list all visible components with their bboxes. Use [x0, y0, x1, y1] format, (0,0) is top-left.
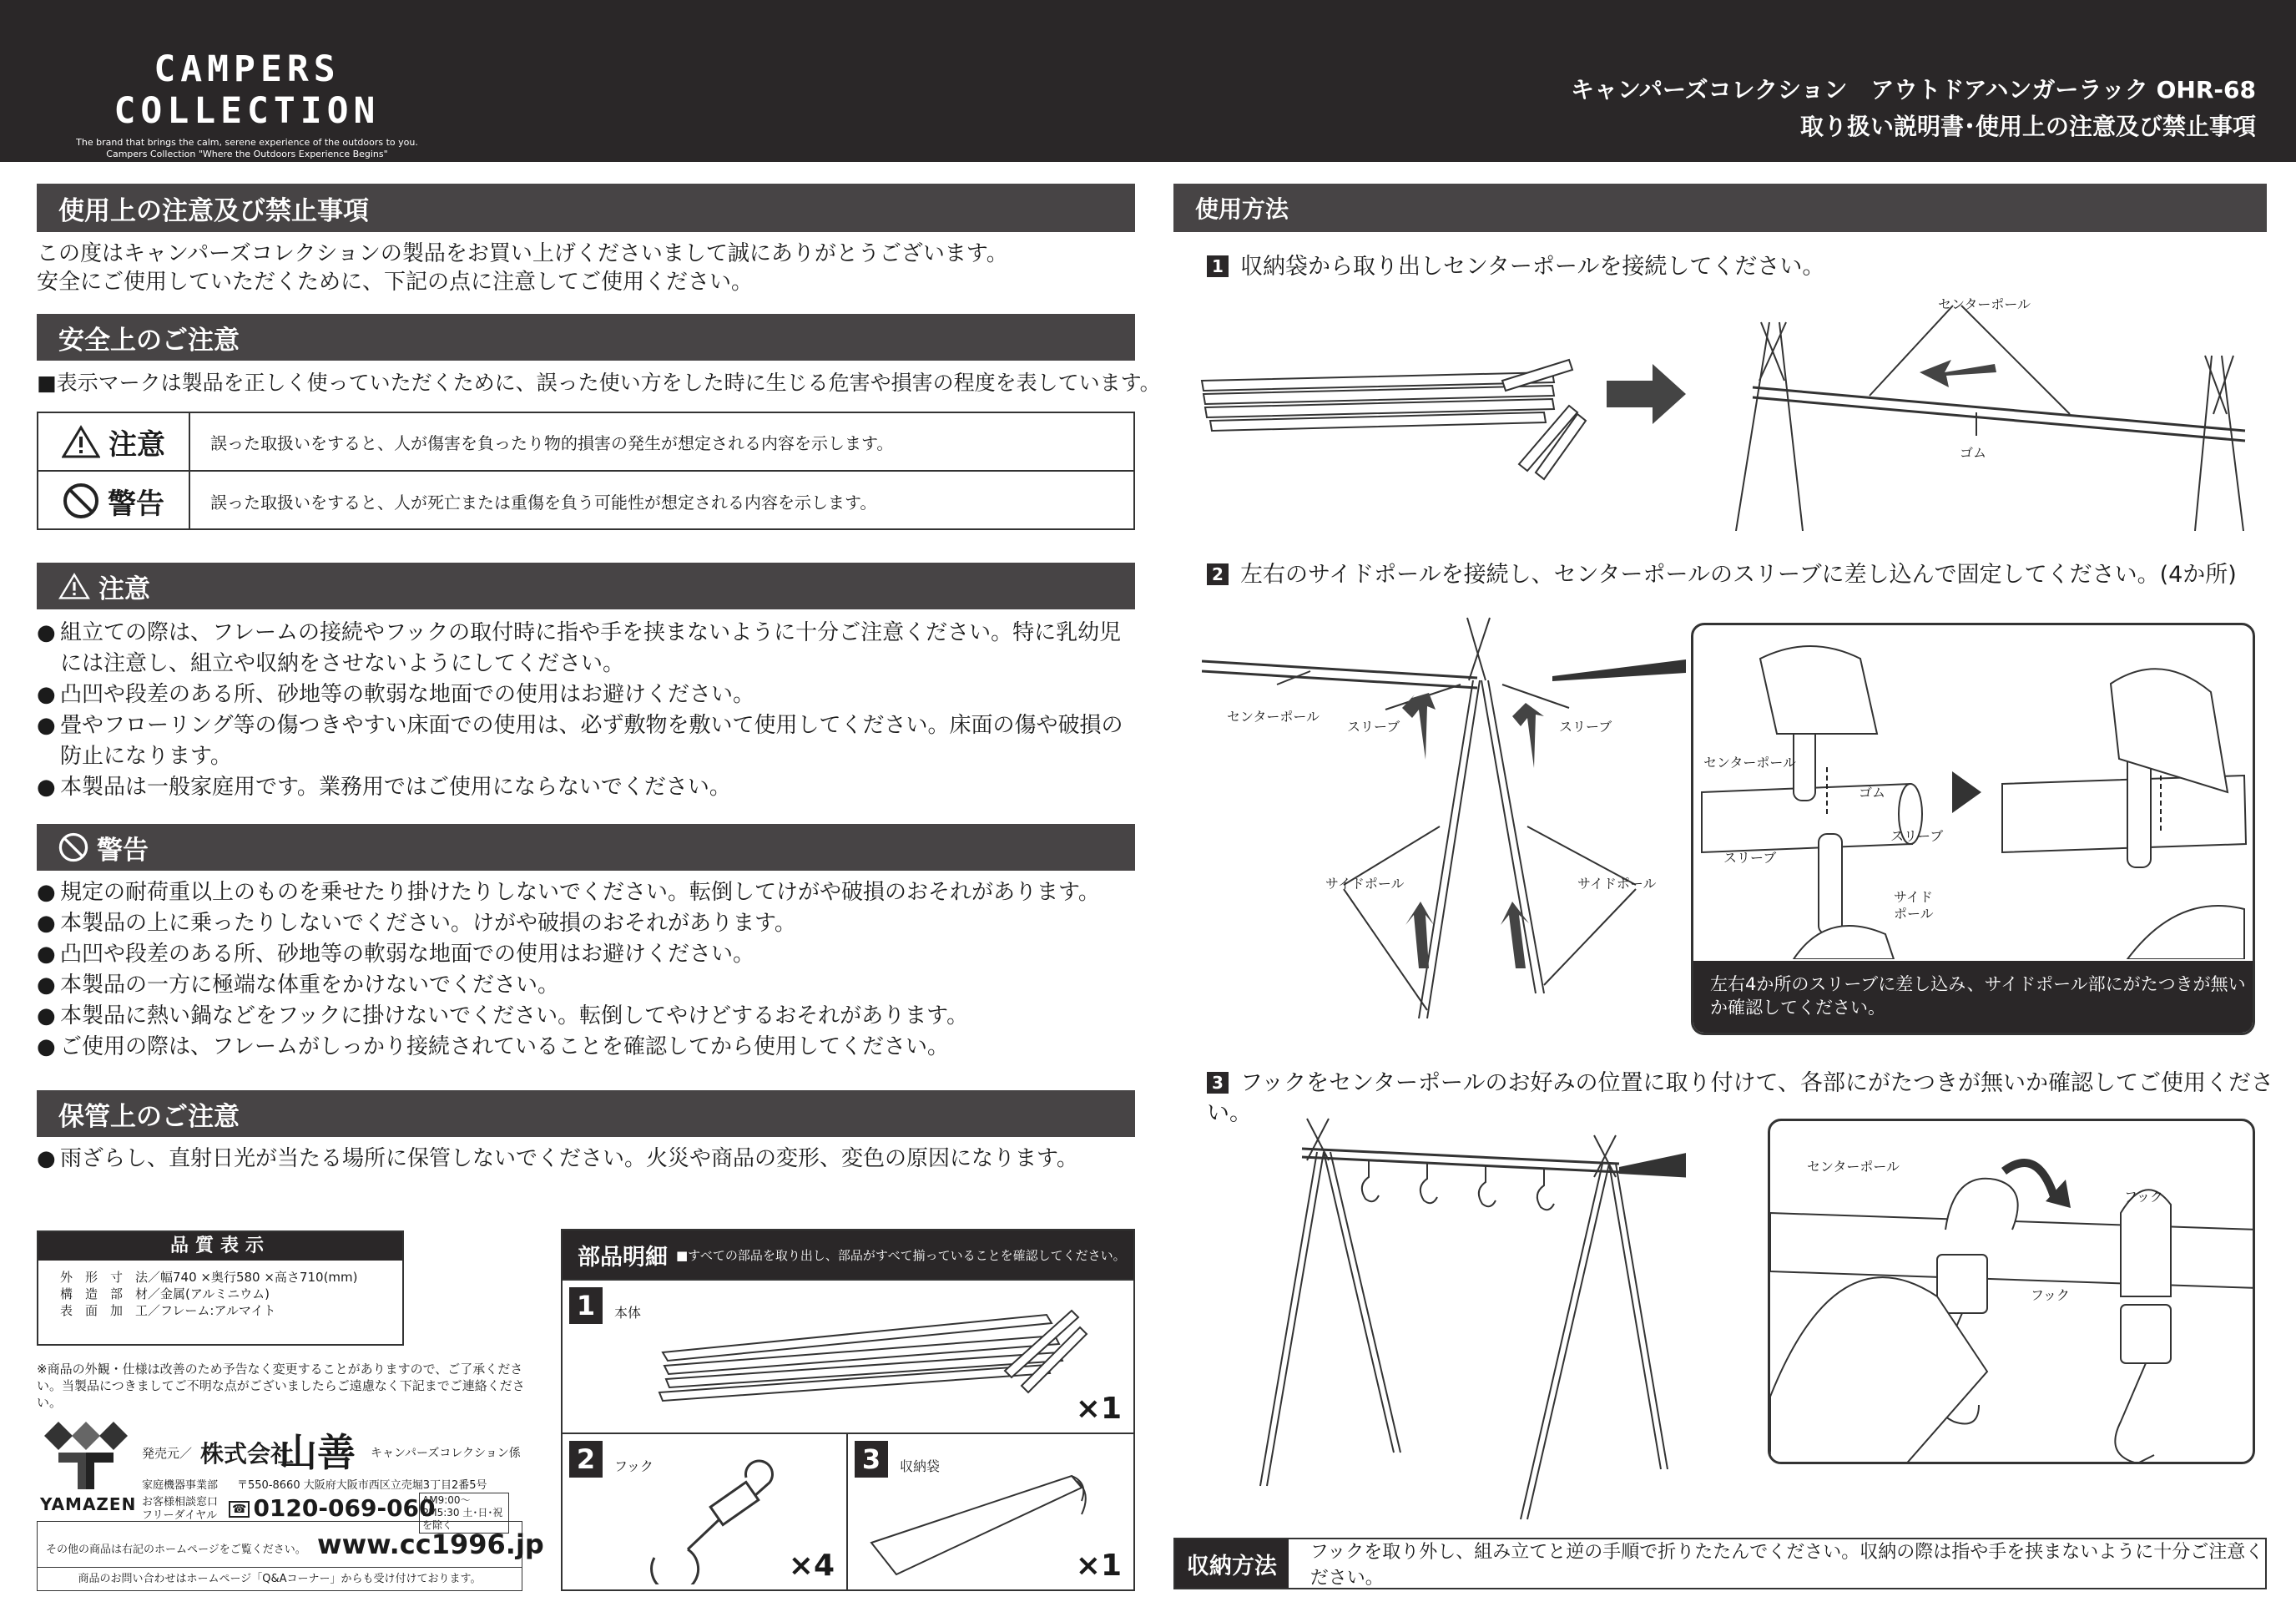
- storage-method-bar: [1173, 1538, 2267, 1589]
- label-center-pole: センターポール: [1938, 296, 2031, 312]
- quality-label-box: [37, 1230, 404, 1346]
- warning-item: ● 規定の耐荷重以上のものを乗せたり掛けたりしないでください。転倒してけがや破損のおそれがあります。: [37, 877, 1138, 908]
- label-center-pole: センターポール: [1703, 755, 1797, 771]
- caution-title: 注意: [98, 574, 150, 604]
- sleeve-detail-illustration: [1693, 625, 2255, 959]
- step-2-caption: 左右4か所のスリーブに差し込み、サイドポール部にがたつきが無いか確認してください。: [1693, 961, 2253, 1033]
- brand-tagline-1: The brand that brings the calm, serene experience of the outdoors to you.: [76, 137, 418, 148]
- label-side-pole: サイドポール: [1325, 876, 1405, 892]
- label-side-pole: サイドポール: [1577, 876, 1657, 892]
- step-3-detail-box: [1768, 1119, 2255, 1464]
- website-box: [37, 1521, 544, 1591]
- caution-item: ● 組立ての際は、フレームの接続やフックの取付時に指や手を挟まないように十分ご注意ください。特に乳幼児には注意し、組立や収納をさせないようにしてください。: [37, 618, 1138, 680]
- website-url[interactable]: www.cc1996.jp: [317, 1529, 544, 1560]
- arrow-up-icon: [1402, 693, 1436, 760]
- hook-icon: [629, 1459, 796, 1584]
- caution-item: ● 畳やフローリング等の傷つきやすい床面での使用は、必ず敷物を敷いて使用してください。床面の傷や破損の防止になります。: [37, 710, 1138, 772]
- company-prefix: 株式会社: [200, 1440, 295, 1468]
- support-phone: [229, 1494, 436, 1522]
- warning-item: ● ご使用の際は、フレームがしっかり接続されていることを確認してから使用してください。: [37, 1032, 1138, 1063]
- quality-line: 構 造 部 材／金属(アルミニウム): [60, 1286, 270, 1301]
- part-quantity: ×1: [1075, 1549, 1122, 1583]
- website-qa-note: 商品のお問い合わせはホームページ「Q&Aコーナー」からも受け付けております。: [38, 1567, 522, 1591]
- frame-poles-icon: [654, 1294, 1088, 1419]
- label-sleeve: スリーブ: [1347, 719, 1400, 735]
- brand-name: CAMPERS COLLECTION: [114, 48, 381, 132]
- label-rubber: ゴム: [1960, 445, 1987, 461]
- company-name: 山善: [279, 1430, 356, 1475]
- header-bar: [0, 0, 2296, 184]
- label-hook: フック: [2031, 1287, 2070, 1303]
- storage-item: ● 雨ざらし、直射日光が当たる場所に保管しないでください。火災や商品の変形、変色の原因になります。: [37, 1144, 1138, 1175]
- company-address: 〒550-8660 大阪府大阪市西区立売堀3丁目2番5号: [237, 1479, 487, 1492]
- arrow-up-icon: [1512, 703, 1544, 768]
- part-name: 収納袋: [900, 1458, 941, 1474]
- storage-method-title: 収納方法: [1175, 1539, 1289, 1588]
- legend-caution-desc: 誤った取扱いをすると、人が傷害を負ったり物的損害の発生が想定される内容を示します。: [210, 432, 894, 453]
- step-1-illustration: [1185, 289, 2270, 531]
- warning-item: ● 凸凹や段差のある所、砂地等の軟弱な地面での使用はお避けください。: [37, 939, 1138, 970]
- arrow-right-icon: [1952, 771, 1981, 813]
- part-name: フック: [614, 1458, 653, 1474]
- step-text: 左右のサイドポールを接続し、センターポールのスリーブに差し込んで固定してください。(4か所): [1240, 562, 2237, 588]
- caution-item: ● 凸凹や段差のある所、砂地等の軟弱な地面での使用はお避けください。: [37, 680, 1138, 710]
- legend-caution-label: 注意: [108, 427, 165, 462]
- caution-triangle-icon: [58, 573, 90, 599]
- storage-section-header: 保管上のご注意: [37, 1090, 1135, 1137]
- brand-logo: [55, 48, 439, 184]
- arrow-up-icon: [1405, 902, 1434, 968]
- part-number: 3: [855, 1441, 888, 1478]
- warning-list: [37, 877, 1138, 1063]
- part-quantity: ×4: [788, 1549, 835, 1583]
- product-name: キャンパーズコレクション アウトドアハンガーラック OHR-68: [1570, 76, 2256, 104]
- phone-number: 0120-069-060: [253, 1494, 436, 1522]
- website-note: その他の商品は右記のホームページをご覧ください。: [46, 1544, 306, 1556]
- storage-list: [37, 1144, 1138, 1175]
- step-2-detail-box: [1691, 623, 2255, 1035]
- intro-line-2: 安全にご使用していただくために、下記の点に注意してご使用ください。: [37, 270, 754, 295]
- brand-tagline-2: Campers Collection "Where the Outdoors Experience Begins": [106, 149, 388, 159]
- prohibition-icon: [58, 832, 88, 862]
- part-frame: [563, 1279, 1133, 1433]
- support-hours: AM9:00〜PM5:30 土･日･祝を除く: [419, 1493, 509, 1534]
- storage-bag-icon: [863, 1468, 1097, 1584]
- section-title-safety: 安全上のご注意: [37, 314, 1135, 361]
- document-title: 取り扱い説明書･使用上の注意及び禁止事項: [1799, 113, 2256, 140]
- company-label: 発売元／: [142, 1446, 193, 1461]
- prohibition-icon: [63, 483, 99, 519]
- legend-warning-label: 警告: [108, 487, 164, 521]
- warning-title: 警告: [97, 835, 149, 866]
- quality-line: 外 形 寸 法／幅740 ×奥行580 ×高さ710(mm): [60, 1270, 358, 1285]
- caution-item: ● 本製品は一般家庭用です。業務用ではご使用にならないでください。: [37, 772, 1138, 803]
- legend-row-warning: [38, 472, 1133, 530]
- label-sleeve: スリーブ: [1559, 719, 1612, 735]
- part-bag: [848, 1433, 1133, 1589]
- caution-section-header: [37, 563, 1135, 609]
- quality-line: 表 面 加 工／フレーム:アルマイト: [60, 1303, 276, 1318]
- label-hook: フック: [2124, 1189, 2163, 1205]
- warning-item: ● 本製品の上に乗ったりしないでください。けがや破損のおそれがあります。: [37, 908, 1138, 939]
- step-text: フックをセンターポールのお好みの位置に取り付けて、各部にがたつきが無いか確認してご使用ください。: [1207, 1070, 2273, 1126]
- step-2-instruction: [1207, 560, 2237, 590]
- phone-icon: ☎: [229, 1501, 250, 1518]
- part-name: 本体: [614, 1305, 642, 1321]
- part-number: 2: [569, 1441, 603, 1478]
- label-center-pole: センターポール: [1227, 709, 1320, 725]
- parts-note: ■すべての部品を取り出し、部品がすべて揃っていることを確認してください。: [676, 1247, 1126, 1263]
- parts-list-box: [561, 1229, 1135, 1591]
- step-number: 3: [1207, 1072, 1229, 1094]
- marks-description: ■表示マークは製品を正しく使っていただくために、誤った使い方をした時に生じる危害や損害の程度を表しています。: [37, 371, 1161, 395]
- step-number: 2: [1207, 563, 1229, 585]
- yamazen-logo-icon: [40, 1419, 132, 1491]
- warning-item: ● 本製品の一方に極端な体重をかけないでください。: [37, 970, 1138, 1001]
- section-title-precautions: 使用上の注意及び禁止事項: [37, 184, 1135, 232]
- step-text: 収納袋から取り出しセンターポールを接続してください。: [1240, 254, 1825, 280]
- part-quantity: ×1: [1075, 1392, 1122, 1426]
- brand-since: SINCE 1996: [201, 169, 293, 184]
- caution-list: [37, 618, 1138, 803]
- part-hook: [563, 1433, 848, 1589]
- step-2-illustration: [1202, 601, 1736, 1035]
- company-info: [37, 1419, 521, 1531]
- step-3-illustration: [1252, 1102, 1686, 1528]
- support-window-label: お客様相談窓口 フリーダイヤル: [142, 1496, 219, 1522]
- part-number: 1: [569, 1287, 603, 1324]
- quality-title: 品質表示: [38, 1232, 402, 1261]
- warning-legend-table: [37, 412, 1135, 530]
- legend-warning-desc: 誤った取扱いをすると、人が死亡または重傷を負う可能性が想定される内容を示します。: [210, 492, 877, 513]
- usage-section-header: 使用方法: [1173, 184, 2267, 232]
- header-title: [1571, 72, 2256, 145]
- label-center-pole: センターポール: [1807, 1159, 1900, 1175]
- arrow-right-icon: [1607, 364, 1686, 424]
- legend-row-caution: [38, 413, 1133, 472]
- parts-title: 部品明細: [578, 1244, 668, 1271]
- storage-method-text: フックを取り外し、組み立てと逆の手順で折りたたんでください。収納の際は指や手を挟まないように十分ご注意ください。: [1309, 1542, 2264, 1589]
- warning-item: ● 本製品に熱い鍋などをフックに掛けないでください。転倒してやけどするおそれがあります。: [37, 1001, 1138, 1032]
- intro-line-1: この度はキャンパーズコレクションの製品をお買い上げくださいまして誠にありがとうございます。: [37, 241, 1008, 266]
- label-sleeve: スリーブ: [1890, 828, 1944, 844]
- spec-change-notice: ※商品の外観・仕様は改善のため予告なく変更することがありますので、ご了承ください。当製品につきましてご不明な点がございましたらご遠慮なく下記までご連絡ください。: [37, 1362, 525, 1410]
- warning-section-header: [37, 824, 1135, 871]
- caution-triangle-icon: [62, 425, 100, 458]
- step-number: 1: [1207, 255, 1229, 277]
- yamazen-wordmark: YAMAZEN: [40, 1494, 137, 1514]
- arrow-left-icon: [1920, 360, 1996, 387]
- label-side-pole: サイド ポール: [1894, 889, 1934, 922]
- step-1-instruction: [1207, 252, 1824, 282]
- company-division: 家庭機器事業部: [142, 1479, 219, 1492]
- company-department: キャンパーズコレクション係: [371, 1447, 521, 1460]
- label-rubber: ゴム: [1859, 785, 1886, 801]
- label-sleeve: スリーブ: [1723, 850, 1777, 866]
